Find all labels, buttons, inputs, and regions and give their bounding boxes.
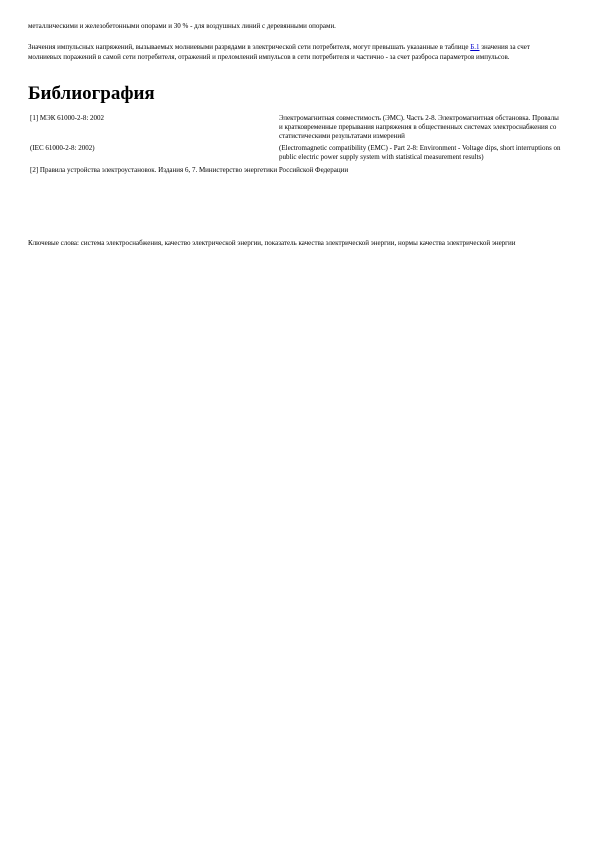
keywords-paragraph: Ключевые слова: система электроснабжения, качество электрической энергии, показатель качества электрической энергии, нормы качества электрической энергии (28, 239, 516, 247)
bibliography-spacer (269, 113, 277, 143)
bibliography-row (28, 164, 563, 177)
bibliography-full-entry: [2] Правила устройства электроустановок. Издания 6, 7. Министерство энергетики Российской Федерации (30, 166, 349, 174)
bibliography-spacer (269, 143, 277, 164)
bibliography-ref: (IEC 61000-2-8: 2002) (30, 144, 95, 152)
impulse-voltage-paragraph (28, 42, 563, 62)
impulse-text-end: значения за счет молниевых поражений в самой сети потребителя, отражений и преломлений импульсов в сети потребителя и частично - за счет разброса параметров импульсов. (28, 43, 530, 61)
bibliography-ref: [1] МЭК 61000-2-8: 2002 (30, 114, 105, 122)
bibliography-description: Электромагнитная совместимость (ЭМС). Часть 2-8. Электромагнитная обстановка. Провалы и кратковременные прерывания напряжения в общественных системах электроснабжения со статистическими результатами измерений (279, 114, 559, 140)
intro-paragraph: металлическими и железобетонными опорами и 30 % - для воздушных линий с деревянными опорами. (28, 22, 336, 30)
bibliography-description: (Electromagnetic compatibility (EMC) - Part 2-8: Environment - Voltage dips, short interruptions on public electric power supply system with statistical measurement results) (279, 144, 561, 161)
bibliography-row (28, 113, 563, 143)
impulse-text-start: Значения импульсных напряжений, вызываемых молниевыми разрядами в электрической сети потребителя, могут превышать указанные в таблице (28, 43, 471, 51)
bibliography-table (28, 113, 563, 177)
bibliography-heading: Библиография (28, 83, 155, 104)
table-b1-link[interactable]: Б.1 (470, 43, 480, 51)
bibliography-row (28, 143, 563, 164)
